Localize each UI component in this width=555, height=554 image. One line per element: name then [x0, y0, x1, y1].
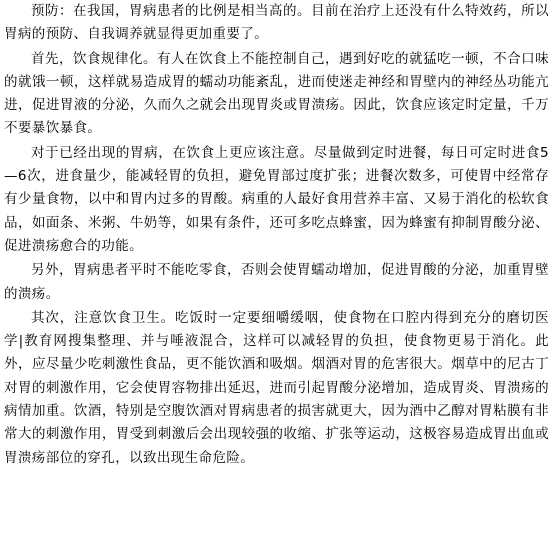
paragraph-no-snacks: 另外，胃病患者平时不能吃零食，否则会使胃蠕动增加，促进胃酸的分泌，加重胃壁的溃疡。 — [4, 262, 549, 302]
paragraph-food-hygiene: 其次，注意饮食卫生。吃饭时一定要细嚼缓咽，使食物在口腔内得到充分的磨切医学|教育网搜集整理、并与唾液混合，这样可以减轻胃的负担，使食物更易于消化。此外，应尽量少吃刺激性食品，更不能饮酒和吸烟。烟酒对胃的危害很大。烟草中的尼古丁对胃的刺激作用，它会使胃容物排出延迟，进而引起胃酸分泌增加，造成胃炎、胃溃疡的病情加重。饮酒，特别是空腹饮酒对胃病患者的损害就更大，因为酒中乙醇对胃粘膜有非常大的刺激作用，胃受到刺激后会出现较强的收缩、扩张等运动，这极容易造成胃出血或胃溃疡部位的穿孔，以致出现生命危险。 — [4, 309, 549, 466]
paragraph-existing-illness: 对于已经出现的胃病，在饮食上更应该注意。尽量做到定时进餐，每日可定时进食5—6次，进食量少，能减轻胃的负担，避免胃部过度扩张；进餐次数多，可使胃中经常存有少量食物，以中和胃内过多的胃酸。病重的人最好食用营养丰富、又易于消化的松软食品，如面条、米粥、牛奶等，如果有条件，还可多吃点蜂蜜，因为蜂蜜有抑制胃酸分泌、促进溃疡愈合的功能。 — [4, 144, 549, 254]
paragraph-regular-diet: 首先，饮食规律化。有人在饮食上不能控制自己，遇到好吃的就猛吃一顿，不合口味的就饿一顿，这样就易造成胃的蠕动功能紊乱，进而使迷走神经和胃壁内的神经丛功能亢进，促进胃液的分泌，久而久之就会出现胃炎或胃溃疡。因此，饮食应该定时定量，千万不要暴饮暴食。 — [4, 50, 549, 137]
paragraph-prevention: 预防：在我国，胃病患者的比例是相当高的。目前在治疗上还没有什么特效药，所以胃病的预防、自我调养就显得更加重要了。 — [4, 3, 549, 43]
